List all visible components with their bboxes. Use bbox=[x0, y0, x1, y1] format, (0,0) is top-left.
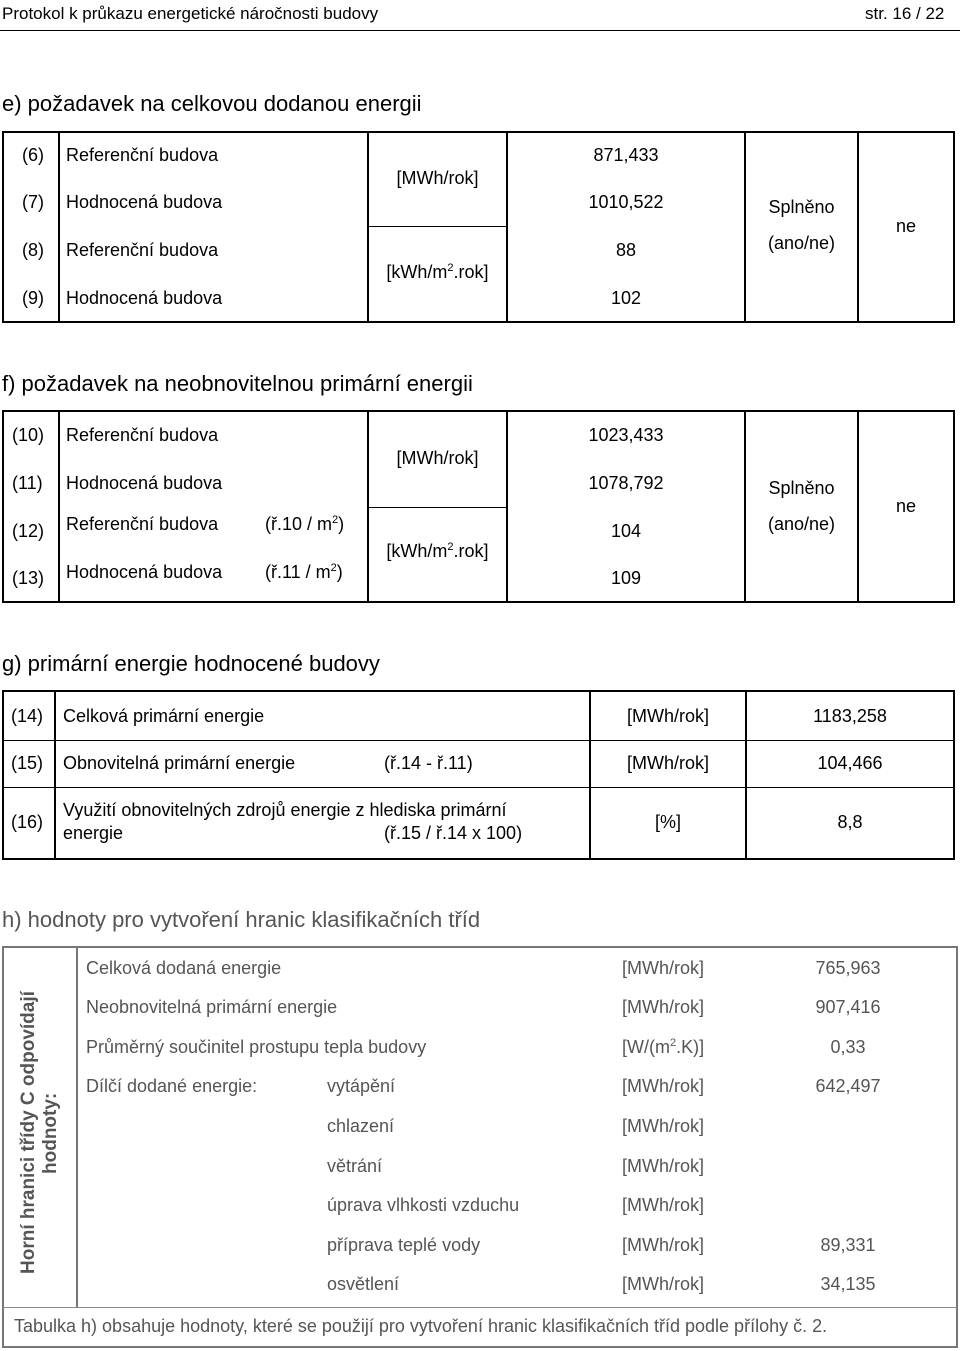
row-value: 104 bbox=[610, 521, 642, 541]
row-label: Dílčí dodané energie: bbox=[86, 1076, 258, 1096]
row-value: 1023,433 bbox=[588, 425, 664, 445]
row-value: 1010,522 bbox=[588, 192, 664, 212]
row-value: 88 bbox=[615, 240, 637, 260]
document-title: Protokol k průkazu energetické náročnosti budovy bbox=[2, 4, 379, 23]
row-unit: [MWh/rok] bbox=[622, 1274, 705, 1294]
row-unit: [MWh/rok] bbox=[622, 1235, 705, 1255]
row-number: (16) bbox=[11, 812, 44, 832]
row-note: (ř.15 / ř.14 x 100) bbox=[384, 823, 523, 843]
row-sublabel: příprava teplé vody bbox=[327, 1235, 481, 1255]
row-sublabel: vytápění bbox=[327, 1076, 396, 1096]
row-sublabel: chlazení bbox=[327, 1116, 395, 1136]
unit-kwh: $[kWh/m^2.rok]$ bbox=[386, 541, 489, 561]
row-number: (15) bbox=[11, 753, 44, 773]
row-label: Referenční budova bbox=[66, 514, 219, 534]
row-unit: [MWh/rok] bbox=[622, 1195, 705, 1215]
header-divider bbox=[0, 30, 960, 31]
row-note: (ř.14 - ř.11) bbox=[384, 753, 473, 773]
row-value: 34,135 bbox=[820, 1274, 876, 1294]
row-label: Neobnovitelná primární energie bbox=[86, 997, 338, 1017]
row-note: (ř.10 / $m^2$) bbox=[265, 514, 345, 534]
row-value: 907,416 bbox=[815, 997, 881, 1017]
page-number: str. 16 / 22 bbox=[865, 4, 945, 23]
row-label: Celková primární energie bbox=[63, 706, 265, 726]
result-value: ne bbox=[895, 216, 917, 236]
unit-mwh: [MWh/rok] bbox=[396, 448, 479, 468]
row-value: 109 bbox=[610, 568, 642, 588]
row-number: (7) bbox=[22, 192, 44, 212]
row-label: Hodnocená budova bbox=[66, 473, 223, 493]
row-number: (13) bbox=[12, 568, 45, 588]
row-unit: $[W/(m^2.K)]$ bbox=[622, 1037, 705, 1057]
row-label: Celková dodaná energie bbox=[86, 958, 282, 978]
row-label: Průměrný součinitel prostupu tepla budovy bbox=[86, 1037, 427, 1057]
section-f-title: f) požadavek na neobnovitelnou primární energii bbox=[2, 371, 473, 396]
row-unit: [MWh/rok] bbox=[622, 958, 705, 978]
table-footnote: Tabulka h) obsahuje hodnoty, které se použijí pro vytvoření hranic klasifikačních tříd podle přílohy č. 2. bbox=[14, 1316, 828, 1336]
row-note: (ř.11 / $m^2$) bbox=[265, 562, 343, 582]
row-label: Referenční budova bbox=[66, 425, 219, 445]
result-label-hint: (ano/ne) bbox=[767, 514, 836, 534]
row-label: Hodnocená budova bbox=[66, 562, 223, 582]
section-e-title: e) požadavek na celkovou dodanou energii bbox=[2, 91, 422, 116]
side-label: Horní hranici třídy C odpovídají bbox=[18, 991, 39, 1274]
row-number: (10) bbox=[12, 425, 45, 445]
row-label: Obnovitelná primární energie bbox=[63, 753, 296, 773]
row-number: (8) bbox=[22, 240, 44, 260]
row-unit: [MWh/rok] bbox=[626, 706, 709, 726]
row-value: 0,33 bbox=[830, 1037, 866, 1057]
row-unit: [MWh/rok] bbox=[622, 997, 705, 1017]
row-unit: [MWh/rok] bbox=[626, 753, 709, 773]
row-value: 765,963 bbox=[815, 958, 881, 978]
unit-kwh: $[kWh/m^2.rok]$ bbox=[386, 262, 489, 282]
row-unit: [MWh/rok] bbox=[622, 1156, 705, 1176]
row-number: (11) bbox=[12, 473, 43, 493]
row-label: Hodnocená budova bbox=[66, 192, 223, 212]
row-unit: [%] bbox=[654, 812, 681, 832]
row-sublabel: úprava vlhkosti vzduchu bbox=[327, 1195, 520, 1215]
row-number: (9) bbox=[22, 288, 44, 308]
result-value: ne bbox=[895, 496, 917, 516]
unit-mwh: [MWh/rok] bbox=[396, 168, 479, 188]
result-label: Splněno bbox=[768, 197, 835, 217]
row-value: 89,331 bbox=[820, 1235, 876, 1255]
side-label-continued: hodnoty: bbox=[40, 1092, 61, 1174]
row-value: 102 bbox=[610, 288, 642, 308]
section-g-title: g) primární energie hodnocené budovy bbox=[2, 651, 380, 676]
section-h-title: h) hodnoty pro vytvoření hranic klasifikačních tříd bbox=[2, 907, 481, 932]
row-value: 104,466 bbox=[817, 753, 883, 773]
row-value: 1078,792 bbox=[588, 473, 664, 493]
row-sublabel: větrání bbox=[327, 1156, 383, 1176]
row-label: Hodnocená budova bbox=[66, 288, 223, 308]
row-number: (6) bbox=[22, 145, 44, 165]
row-number: (14) bbox=[11, 706, 44, 726]
row-label: Využití obnovitelných zdrojů energie z hlediska primární bbox=[63, 800, 507, 820]
row-value: 871,433 bbox=[593, 145, 659, 165]
row-label: Referenční budova bbox=[66, 145, 219, 165]
result-label: Splněno bbox=[768, 478, 835, 498]
row-value: 1183,258 bbox=[813, 706, 887, 726]
row-value: 642,497 bbox=[815, 1076, 881, 1096]
result-label-hint: (ano/ne) bbox=[767, 233, 836, 253]
row-sublabel: osvětlení bbox=[327, 1274, 400, 1294]
row-value: 8,8 bbox=[837, 812, 863, 832]
row-label: Referenční budova bbox=[66, 240, 219, 260]
row-unit: [MWh/rok] bbox=[622, 1076, 705, 1096]
row-number: (12) bbox=[12, 521, 45, 541]
row-unit: [MWh/rok] bbox=[622, 1116, 705, 1136]
row-label-continued: energie bbox=[63, 823, 124, 843]
